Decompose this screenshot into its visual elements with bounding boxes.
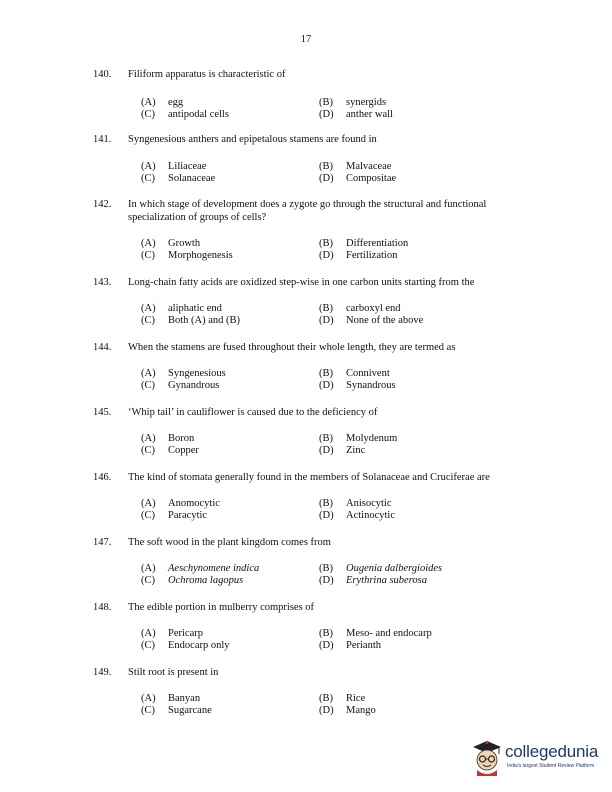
question-number: 146.	[93, 472, 112, 483]
option-c: (C) Morphogenesis	[141, 250, 233, 261]
question-number: 148.	[93, 602, 112, 613]
question-number: 149.	[93, 667, 112, 678]
option-a: (A) aliphatic end	[141, 303, 222, 314]
option-c: (C) antipodal cells	[141, 109, 229, 120]
brand-name: collegedunia	[505, 742, 599, 761]
question-text: Filiform apparatus is characteristic of	[128, 69, 286, 80]
option-b: (B) synergids	[319, 97, 387, 108]
option-b: (B) Anisocytic	[319, 498, 392, 509]
question-text: Syngenesious anthers and epipetalous stamens are found in	[128, 134, 377, 145]
question-text: Stilt root is present in	[128, 667, 219, 678]
option-d: (D) Mango	[319, 705, 376, 716]
question-145	[93, 406, 533, 419]
brand-tagline: India's largest Student Review Platform	[507, 763, 595, 769]
option-b: (B) carboxyl end	[319, 303, 401, 314]
option-d: (D) anther wall	[319, 109, 393, 120]
option-b: (B) Molydenum	[319, 433, 398, 444]
question-144	[93, 341, 533, 354]
question-146	[93, 471, 543, 484]
option-d: (D) Compositae	[319, 173, 397, 184]
option-c: (C) Copper	[141, 445, 199, 456]
option-d: (D) Actinocytic	[319, 510, 395, 521]
question-142	[93, 198, 533, 224]
option-a: (A) Liliaceae	[141, 161, 207, 172]
option-d: (D) None of the above	[319, 315, 424, 326]
option-d: (D) Zinc	[319, 445, 366, 456]
option-a: (A) Banyan	[141, 693, 201, 704]
question-text: Long-chain fatty acids are oxidized step-wise in one carbon units starting from the	[128, 277, 475, 288]
question-text: The edible portion in mulberry comprises of	[128, 602, 315, 613]
question-text: The kind of stomata generally found in the members of Solanaceae and Cruciferae are	[128, 472, 490, 483]
question-number: 143.	[93, 277, 112, 288]
question-147	[93, 536, 533, 549]
option-a: (A) egg	[141, 97, 184, 108]
option-b: (B) Connivent	[319, 368, 390, 379]
option-b: (B) Malvaceae	[319, 161, 392, 172]
option-a: (A) Pericarp	[141, 628, 203, 639]
option-c: (C) Sugarcane	[141, 705, 212, 716]
question-text: ‘Whip tail’ in cauliflower is caused due to the deficiency of	[128, 407, 378, 418]
option-b: (B) Meso- and endocarp	[319, 628, 432, 639]
question-148	[93, 601, 533, 614]
option-c: (C) Both (A) and (B)	[141, 315, 241, 326]
option-c: (C) Solanaceae	[141, 173, 216, 184]
question-text: When the stamens are fused throughout their whole length, they are termed as	[128, 342, 456, 353]
question-number: 144.	[93, 342, 112, 353]
question-141	[93, 133, 533, 146]
question-number: 147.	[93, 537, 112, 548]
option-a: (A) Aeschynomene indica	[141, 563, 260, 574]
question-149	[93, 666, 533, 679]
option-d: (D) Erythrina suberosa	[319, 575, 427, 586]
question-text: The soft wood in the plant kingdom comes from	[128, 537, 331, 548]
option-b: (B) Differentiation	[319, 238, 409, 249]
graduate-mascot-icon	[470, 738, 504, 776]
option-d: (D) Perianth	[319, 640, 381, 651]
option-a: (A) Syngenesious	[141, 368, 226, 379]
option-d: (D) Fertilization	[319, 250, 398, 261]
collegedunia-logo	[470, 738, 605, 778]
question-number: 142.	[93, 199, 112, 210]
option-a: (A) Anomocytic	[141, 498, 220, 509]
option-c: (C) Ochroma lagopus	[141, 575, 244, 586]
question-140	[93, 68, 533, 81]
option-c: (C) Endocarp only	[141, 640, 230, 651]
question-143	[93, 276, 533, 289]
option-c: (C) Gynandrous	[141, 380, 220, 391]
question-number: 140.	[93, 69, 112, 80]
option-a: (A) Growth	[141, 238, 201, 249]
option-d: (D) Synandrous	[319, 380, 396, 391]
page-number: 17	[300, 34, 312, 45]
option-a: (A) Boron	[141, 433, 195, 444]
question-number: 145.	[93, 407, 112, 418]
option-c: (C) Paracytic	[141, 510, 208, 521]
option-b: (B) Ougenia dalbergioides	[319, 563, 443, 574]
question-number: 141.	[93, 134, 112, 145]
question-text: In which stage of development does a zygote go through the structural and functional specialization of groups of cells?	[128, 199, 487, 223]
option-b: (B) Rice	[319, 693, 366, 704]
